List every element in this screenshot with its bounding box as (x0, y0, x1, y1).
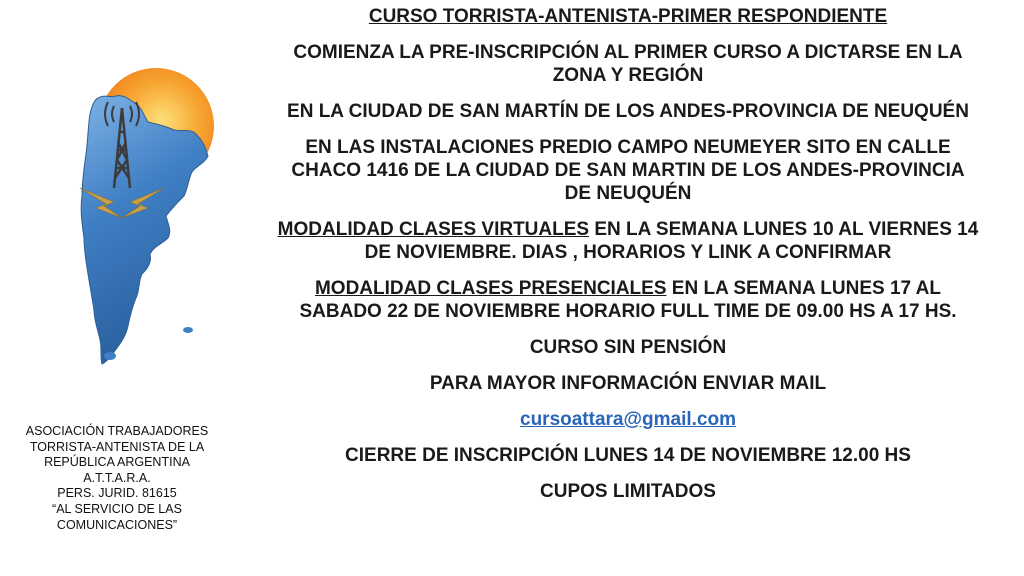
announcement-paragraph (238, 100, 1018, 123)
text-line: EN LA CIUDAD DE SAN MARTÍN DE LOS ANDES-PROVINCIA DE NEUQUÉN (287, 101, 969, 122)
text-line: SABADO 22 DE NOVIEMBRE HORARIO FULL TIME DE 09.00 HS A 17 HS. (299, 301, 957, 322)
org-line: TORRISTA-ANTENISTA DE LA (29, 439, 205, 454)
org-line: “AL SERVICIO DE LAS (52, 501, 182, 516)
text-line: EN LA SEMANA LUNES 10 AL VIERNES 14 (589, 219, 979, 240)
announcement-body (238, 5, 1018, 503)
text-line: ZONA Y REGIÓN (552, 65, 704, 86)
email-link[interactable]: cursoattara@gmail.com (520, 409, 736, 430)
announcement-paragraph (238, 136, 1018, 205)
organization-info (6, 424, 228, 533)
in-person-classes-paragraph (238, 277, 1018, 323)
registration-deadline: CIERRE DE INSCRIPCIÓN LUNES 14 DE NOVIEMBRE 12.00 HS (345, 445, 911, 466)
island-shape (183, 327, 193, 333)
email-paragraph (238, 408, 1018, 431)
text-line: EN LA SEMANA LUNES 17 AL (666, 278, 941, 299)
virtual-classes-paragraph (238, 218, 1018, 264)
announcement-title: CURSO TORRISTA-ANTENISTA-PRIMER RESPONDIENTE (368, 6, 888, 27)
limited-seats-notice: CUPOS LIMITADOS (540, 481, 716, 502)
text-line: CHACO 1416 DE LA CIUDAD DE SAN MARTIN DE LOS ANDES-PROVINCIA (291, 160, 965, 181)
text-line: EN LAS INSTALACIONES PREDIO CAMPO NEUMEYER SITO EN CALLE (305, 137, 951, 158)
org-line: REPÚBLICA ARGENTINA (44, 455, 190, 470)
virtual-classes-label: MODALIDAD CLASES VIRTUALES (277, 219, 590, 240)
org-line: COMUNICACIONES” (56, 517, 178, 532)
island-shape (104, 352, 116, 360)
map-shape (81, 96, 208, 364)
no-board-notice: CURSO SIN PENSIÓN (529, 337, 727, 358)
argentina-map-tower-logo (70, 68, 230, 368)
org-line: A.T.T.A.R.A. (83, 470, 151, 485)
text-line: DE NOVIEMBRE. DIAS , HORARIOS Y LINK A CONFIRMAR (364, 242, 892, 263)
in-person-classes-label: MODALIDAD CLASES PRESENCIALES (314, 278, 667, 299)
text-line: DE NEUQUÉN (564, 183, 692, 204)
org-line: PERS. JURID. 81615 (57, 486, 177, 501)
org-line: ASOCIACIÓN TRABAJADORES (25, 424, 209, 438)
info-notice: PARA MAYOR INFORMACIÓN ENVIAR MAIL (429, 373, 827, 394)
announcement-paragraph (238, 41, 1018, 87)
text-line: COMIENZA LA PRE-INSCRIPCIÓN AL PRIMER CURSO A DICTARSE EN LA (293, 42, 963, 63)
